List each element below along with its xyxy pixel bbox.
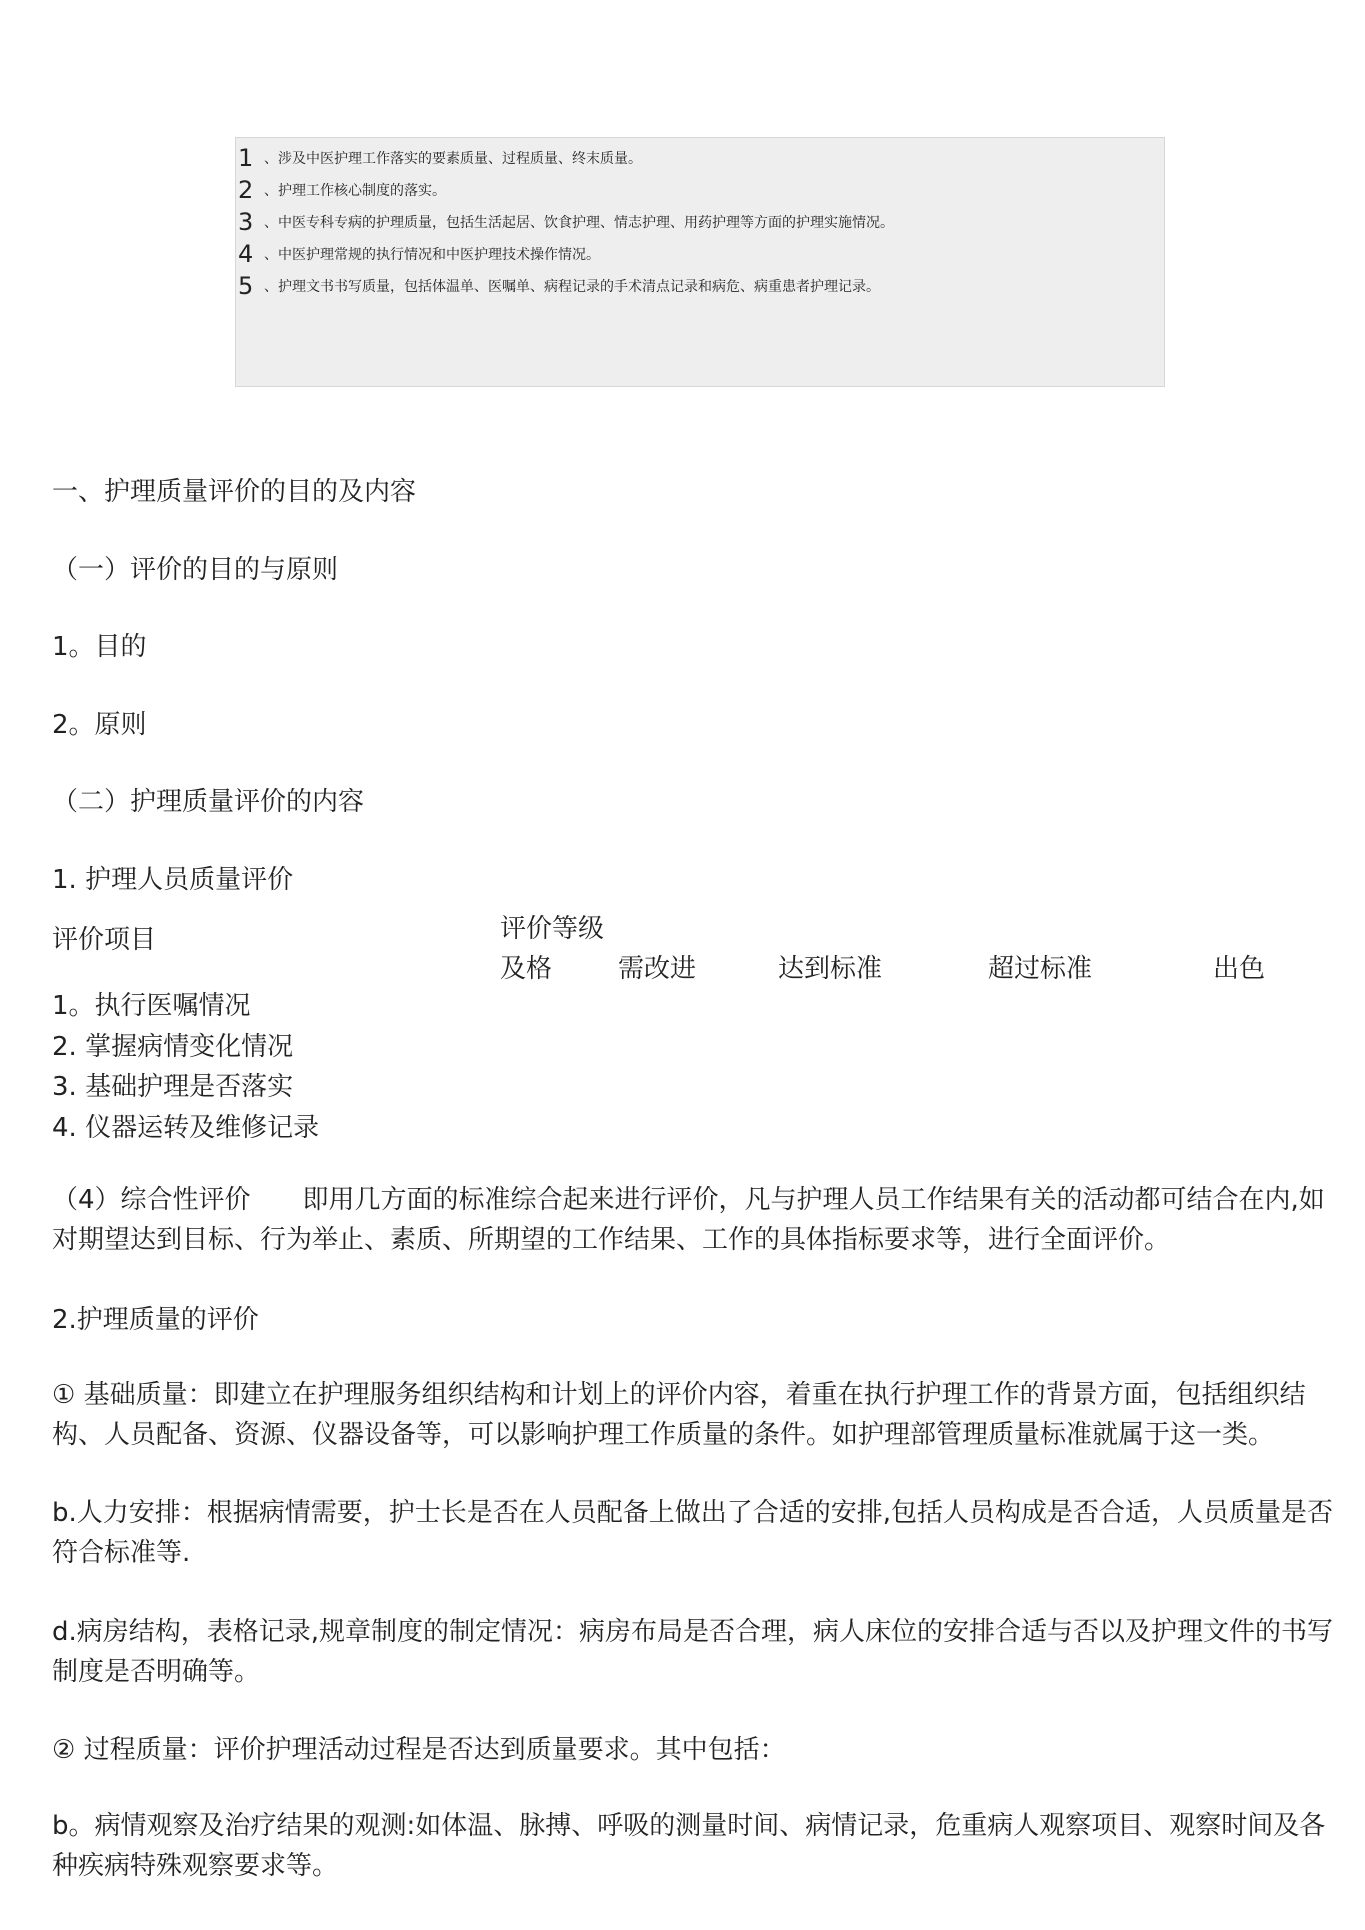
table-row: 1。执行医嘱情况 [52,991,251,1021]
summary-box [235,137,1165,387]
summary-line [236,238,1164,270]
ward-structure-paragraph: d.病房结构，表格记录,规章制度的制定情况：病房布局是否合理，病人床位的安排合适与否以及护理文件的书写制度是否明确等。 [52,1617,1334,1687]
process-quality-paragraph: ② 过程质量：评价护理活动过程是否达到质量要求。其中包括： [52,1735,786,1765]
observation-paragraph: b。病情观察及治疗结果的观测:如体温、脉搏、呼吸的测量时间、病情记录，危重病人观察项目、观察时间及各种疾病特殊观察要求等。 [52,1811,1326,1881]
item-principle: 2。原则 [52,710,147,740]
staff-eval-title: 1. 护理人员质量评价 [52,865,294,895]
subsection-title: （一）评价的目的与原则 [52,555,339,585]
summary-line [236,206,1164,238]
summary-text: 、护理文书书写质量，包括体温单、医嘱单、病程记录的手术清点记录和病危、病重患者护理记录。 [264,279,880,295]
summary-text: 、中医护理常规的执行情况和中医护理技术操作情况。 [264,247,600,263]
summary-text: 、护理工作核心制度的落实。 [264,183,446,199]
section-title: 一、护理质量评价的目的及内容 [52,477,417,507]
summary-number: 2 [238,176,254,204]
summary-number: 5 [238,272,254,300]
summary-number: 1 [238,144,254,172]
grade-label: 出色 [1213,954,1266,984]
summary-line [236,270,1164,302]
summary-line [236,174,1164,206]
summary-line [236,142,1164,174]
grade-label: 超过标准 [988,954,1093,984]
summary-text: 、涉及中医护理工作落实的要素质量、过程质量、终末质量。 [264,151,642,167]
table-row: 3. 基础护理是否落实 [52,1072,294,1102]
summary-number: 3 [238,208,254,236]
comprehensive-eval-paragraph: （4）综合性评价 即用几方面的标准综合起来进行评价，凡与护理人员工作结果有关的活动都可结合在内,如对期望达到目标、行为举止、素质、所期望的工作结果、工作的具体指标要求等，进行全面评价。 [52,1185,1325,1255]
manpower-paragraph: b.人力安排：根据病情需要，护士长是否在人员配备上做出了合适的安排,包括人员构成是否合适，人员质量是否符合标准等. [52,1498,1334,1568]
grade-label: 达到标准 [778,954,883,984]
basic-quality-paragraph: ① 基础质量：即建立在护理服务组织结构和计划上的评价内容，着重在执行护理工作的背景方面，包括组织结构、人员配备、资源、仪器设备等，可以影响护理工作质量的条件。如护理部管理质量标准就属于这一类。 [52,1380,1306,1450]
table-grade-header: 评价等级 [500,914,605,944]
summary-text: 、中医专科专病的护理质量，包括生活起居、饮食护理、情志护理、用药护理等方面的护理实施情况。 [264,215,894,231]
table-item-header: 评价项目 [52,925,157,955]
grade-label: 需改进 [618,954,697,984]
grade-label: 及格 [500,954,553,984]
summary-number: 4 [238,240,254,268]
subsection-title: （二）护理质量评价的内容 [52,787,365,817]
quality-eval-title: 2.护理质量的评价 [52,1305,259,1335]
item-goal: 1。目的 [52,632,147,662]
table-row: 2. 掌握病情变化情况 [52,1032,294,1062]
table-row: 4. 仪器运转及维修记录 [52,1113,320,1143]
